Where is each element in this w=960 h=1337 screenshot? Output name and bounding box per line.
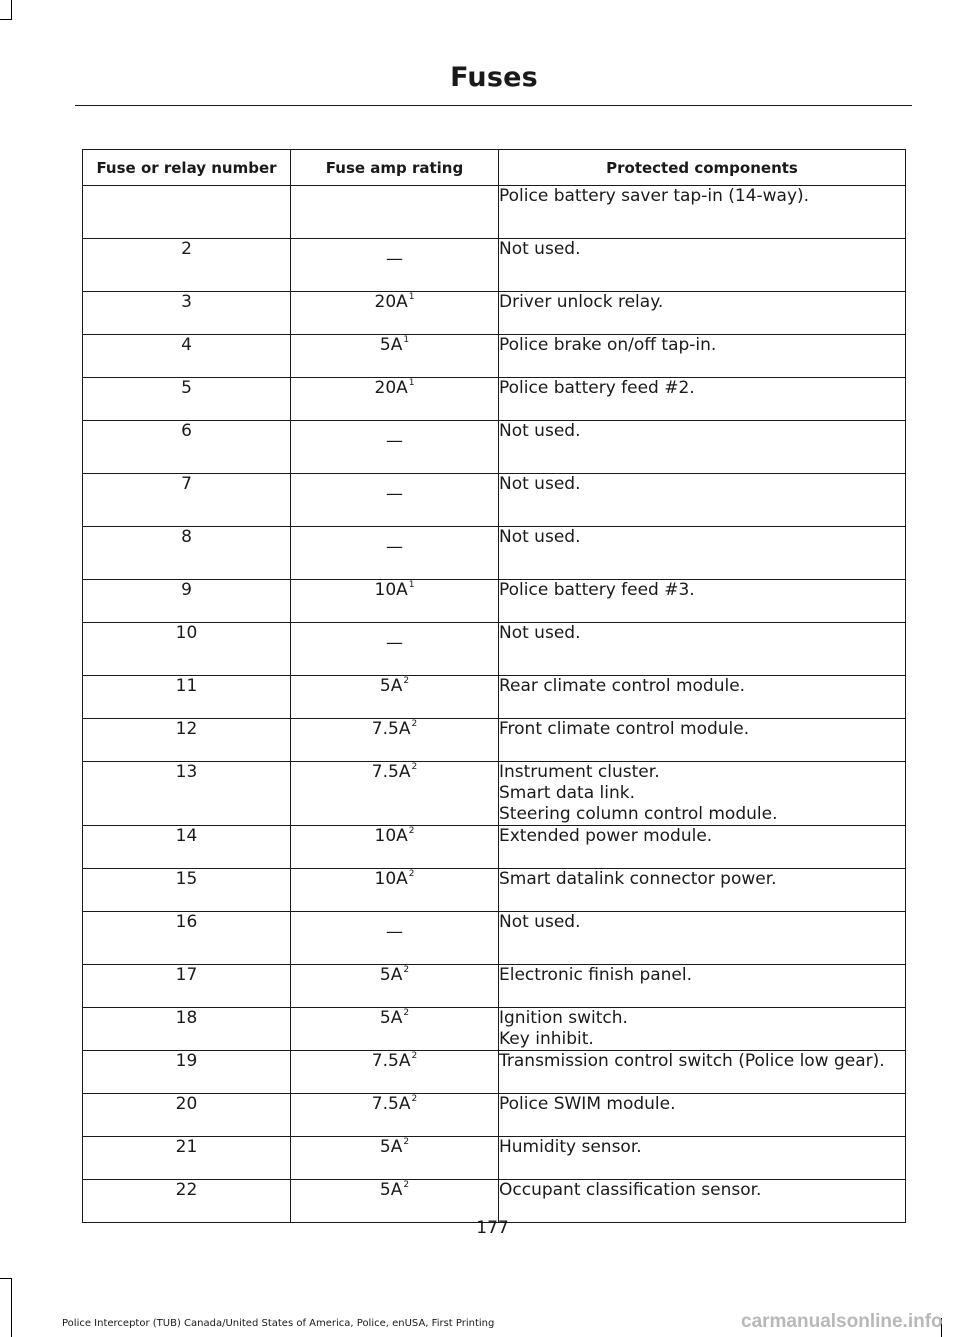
footnote-marker: 2 [411,1094,418,1104]
protected-components-cell [499,527,906,580]
protected-components-cell [499,1008,906,1051]
amp-rating-cell [291,912,499,965]
table-row [83,335,906,378]
page-number: 177 [476,1218,509,1238]
amp-rating-value: — [386,633,403,653]
protected-components-cell [499,474,906,527]
component-line: Police battery feed #2. [499,378,695,398]
amp-rating-cell [291,335,499,378]
fuse-number-cell: 10 [83,623,291,676]
protected-components-cell [499,186,906,239]
table-row [83,421,906,474]
protected-components-cell [499,580,906,623]
footnote-marker: 1 [408,580,415,590]
fuse-number-cell: 13 [83,762,291,826]
component-line: Humidity sensor. [499,1137,642,1157]
component-line: Driver unlock relay. [499,292,664,312]
amp-rating-cell [291,676,499,719]
protected-components-cell [499,378,906,421]
fuse-number-cell: 4 [83,335,291,378]
table-row [83,826,906,869]
amp-rating-value: 5A [379,1180,403,1200]
amp-rating-value: — [386,431,403,451]
table-row [83,1094,906,1137]
component-line: Key inhibit. [499,1029,594,1049]
amp-rating-cell [291,527,499,580]
crop-mark-bottom-left-v [11,1278,12,1337]
component-line: Not used. [499,527,581,547]
protected-components-cell [499,623,906,676]
amp-rating-cell [291,580,499,623]
protected-components-cell [499,335,906,378]
amp-rating-cell [291,1094,499,1137]
component-line: Instrument cluster. [499,762,660,782]
fuse-number-cell: 14 [83,826,291,869]
table-row [83,378,906,421]
protected-components-cell [499,1094,906,1137]
fuse-number-cell: 21 [83,1137,291,1180]
table-row [83,474,906,527]
component-line: Electronic finish panel. [499,965,693,985]
amp-rating-cell [291,826,499,869]
fuse-number-cell: 19 [83,1051,291,1094]
footnote-marker: 2 [411,762,418,772]
protected-components-cell [499,719,906,762]
component-line: Smart datalink connector power. [499,869,777,889]
amp-rating-cell [291,719,499,762]
component-line: Smart data link. [499,783,635,803]
column-header-fuse-number: Fuse or relay number [83,150,291,186]
component-line: Ignition switch. [499,1008,628,1028]
footnote-marker: 2 [403,965,410,975]
amp-rating-value: 5A [379,335,403,355]
amp-rating-cell [291,239,499,292]
watermark: carmanualsonline.info [741,1311,943,1332]
amp-rating-value: 5A [379,676,403,696]
footnote-marker: 2 [403,1008,410,1018]
footnote-marker: 2 [403,676,410,686]
fuse-number-cell: 5 [83,378,291,421]
footnote-marker: 2 [408,869,415,879]
fuse-number-cell: 3 [83,292,291,335]
table-row [83,527,906,580]
amp-rating-value: — [386,484,403,504]
amp-rating-value: 7.5A [371,762,411,782]
crop-mark-bottom-left-h [0,1278,12,1279]
protected-components-cell [499,676,906,719]
amp-rating-cell [291,869,499,912]
table-row [83,580,906,623]
amp-rating-value: — [386,922,403,942]
footnote-marker: 2 [411,719,418,729]
component-line: Police brake on/off tap-in. [499,335,717,355]
fuse-number-cell: 6 [83,421,291,474]
protected-components-cell [499,1051,906,1094]
fuse-number-cell: 20 [83,1094,291,1137]
amp-rating-value: 10A [374,826,408,846]
protected-components-cell [499,239,906,292]
title-divider [75,105,912,106]
amp-rating-value: — [386,537,403,557]
amp-rating-cell [291,762,499,826]
amp-rating-cell [291,1180,499,1223]
table-row [83,1180,906,1223]
fuse-number-cell: 15 [83,869,291,912]
amp-rating-value: 5A [379,965,403,985]
crop-mark-top-left-h [0,19,12,20]
amp-rating-value: 7.5A [371,719,411,739]
amp-rating-cell [291,186,499,239]
table-row [83,292,906,335]
fuse-number-cell: 22 [83,1180,291,1223]
amp-rating-value: 20A [374,292,408,312]
table-row [83,1137,906,1180]
footnote-marker: 2 [411,1051,418,1061]
table-row [83,965,906,1008]
amp-rating-cell [291,1051,499,1094]
amp-rating-cell [291,623,499,676]
component-line: Occupant classification sensor. [499,1180,762,1200]
amp-rating-value: 10A [374,580,408,600]
protected-components-cell [499,912,906,965]
column-header-protected-components: Protected components [499,150,906,186]
component-line: Not used. [499,912,581,932]
fuse-number-cell: 7 [83,474,291,527]
protected-components-cell [499,292,906,335]
fuse-number-cell [83,186,291,239]
table-row [83,186,906,239]
component-line: Police SWIM module. [499,1094,676,1114]
component-line: Front climate control module. [499,719,750,739]
footnote-marker: 1 [408,378,415,388]
table-row [83,719,906,762]
column-header-amp-rating: Fuse amp rating [291,150,499,186]
protected-components-cell [499,965,906,1008]
amp-rating-value: 10A [374,869,408,889]
amp-rating-cell [291,1137,499,1180]
amp-rating-cell [291,474,499,527]
footnote-marker: 1 [403,335,410,345]
footnote-marker: 2 [403,1180,410,1190]
protected-components-cell [499,826,906,869]
fuse-number-cell: 8 [83,527,291,580]
fuse-table [82,149,906,1223]
component-line: Not used. [499,474,581,494]
footnote-marker: 1 [408,292,415,302]
component-line: Extended power module. [499,826,713,846]
component-line: Police battery feed #3. [499,580,695,600]
fuse-number-cell: 11 [83,676,291,719]
amp-rating-cell [291,965,499,1008]
table-row [83,676,906,719]
fuse-number-cell: 18 [83,1008,291,1051]
table-row [83,762,906,826]
publication-footer: Police Interceptor (TUB) Canada/United States of America, Police, enUSA, First Printing [62,1318,495,1329]
amp-rating-value: 7.5A [371,1094,411,1114]
fuse-number-cell: 2 [83,239,291,292]
amp-rating-value: 5A [379,1008,403,1028]
amp-rating-cell [291,292,499,335]
amp-rating-cell [291,1008,499,1051]
amp-rating-value: 5A [379,1137,403,1157]
amp-rating-value: — [386,249,403,269]
table-header-row [83,150,906,186]
amp-rating-value: 20A [374,378,408,398]
component-line: Not used. [499,239,581,259]
table-row [83,1008,906,1051]
amp-rating-value: 7.5A [371,1051,411,1071]
fuse-table-body [83,186,906,1223]
component-line: Police battery saver tap-in (14-way). [499,186,810,206]
footnote-marker: 2 [403,1137,410,1147]
protected-components-cell [499,1180,906,1223]
table-row [83,239,906,292]
component-line: Steering column control module. [499,804,778,824]
table-row [83,869,906,912]
protected-components-cell [499,1137,906,1180]
fuse-number-cell: 16 [83,912,291,965]
amp-rating-cell [291,378,499,421]
crop-mark-top-left-v [11,0,12,20]
page-title: Fuses [450,62,538,93]
protected-components-cell [499,869,906,912]
fuse-number-cell: 12 [83,719,291,762]
component-line: Not used. [499,421,581,441]
fuse-number-cell: 9 [83,580,291,623]
component-line: Not used. [499,623,581,643]
table-row [83,1051,906,1094]
protected-components-cell [499,421,906,474]
table-row [83,623,906,676]
amp-rating-cell [291,421,499,474]
component-line: Rear climate control module. [499,676,746,696]
table-row [83,912,906,965]
component-line: Transmission control switch (Police low gear). [499,1051,885,1071]
footnote-marker: 2 [408,826,415,836]
protected-components-cell [499,762,906,826]
fuse-number-cell: 17 [83,965,291,1008]
